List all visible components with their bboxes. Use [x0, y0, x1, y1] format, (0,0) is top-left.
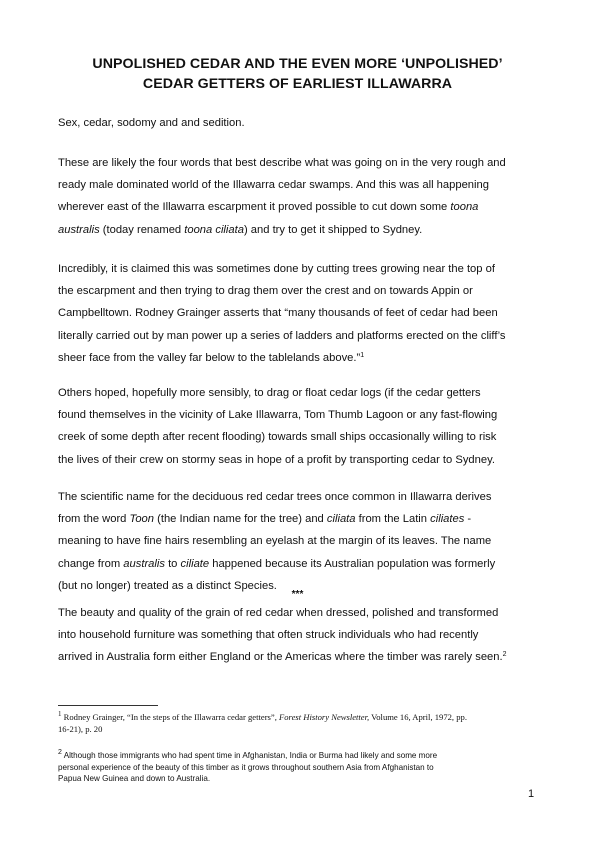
p1-line-1: These are likely the four words that best describe what was going on in the very rough and: [58, 157, 506, 169]
footnote-ref-2[interactable]: 2: [502, 651, 507, 659]
footnote-1-number: 1: [58, 710, 62, 718]
p4-line-1: The scientific name for the deciduous red cedar trees once common in Illawarra derives: [58, 491, 492, 503]
intro-paragraph: [58, 112, 548, 134]
footnote-2-number: 2: [58, 749, 62, 756]
footnote-2: [58, 750, 538, 785]
footnote-1-text: Rodney Grainger, “In the steps of the Illawarra cedar getters”,: [61, 712, 280, 722]
p3-line-2: found themselves in the vicinity of Lake Illawarra, Tom Thumb Lagoon or any fast-flowing: [58, 409, 498, 422]
p4-line-4: [58, 553, 548, 575]
p5-line-2: into household furniture was something that often struck individuals who had recently: [58, 629, 479, 642]
p2-line-5: [58, 347, 548, 369]
p4-italic-term: ciliates: [430, 513, 465, 526]
p4-text: from the word: [58, 513, 130, 526]
p4-text: -: [464, 513, 472, 526]
p4-italic-term: australis: [123, 557, 165, 570]
p1-line-4: [58, 219, 548, 241]
p1-text: ) and try to get it shipped to Sydney.: [243, 223, 423, 236]
footnote-2-line-1: [58, 750, 538, 762]
p4-text: from the Latin: [355, 513, 431, 526]
footnote-1: [58, 712, 538, 735]
p3-line-3: creek of some depth after recent flooding) towards small ships occasionally willing to risk: [58, 431, 497, 444]
footnote-2-line-3: Papua New Guinea and down to Australia.: [58, 774, 211, 784]
p4-line-2: [58, 508, 548, 530]
p4-line-5: (but no longer) treated as a distinct Species.: [58, 579, 277, 592]
p3-line-4: the lives of their crew on stormy seas in hope of a profit by transporting cedar to Sydney.: [58, 453, 495, 466]
p5-line-3: [58, 646, 548, 668]
p2-line-3: Campbelltown. Rodney Grainger asserts that “many thousands of feet of cedar had been: [58, 307, 498, 320]
page-number: 1: [528, 788, 535, 800]
footnote-2-text: Although those immigrants who had spent time in Afghanistan, India or Burma had likely and some more: [61, 751, 438, 760]
p4-italic-term: ciliate: [180, 557, 210, 570]
p1-italic-term: toona: [450, 201, 479, 214]
p5-text: arrived in Australia form either England or the Americas where the timber was rarely seen.: [58, 651, 503, 664]
footnote-1-line-2: 16-21), p. 20: [58, 723, 103, 734]
p4-text: happened because its Australian population was formerly: [209, 557, 496, 570]
title-line-1: UNPOLISHED CEDAR AND THE EVEN MORE ‘UNPOLISHED’: [92, 56, 503, 72]
footnote-ref-1[interactable]: 1: [360, 351, 365, 359]
title-line-2: CEDAR GETTERS OF EARLIEST ILLAWARRA: [142, 76, 453, 92]
section-separator: ***: [291, 589, 304, 600]
paragraph-2: [58, 258, 548, 369]
footnote-divider: [58, 705, 158, 706]
paragraph-3: [58, 382, 548, 471]
p1-line-2: ready male dominated world of the Illawarra cedar swamps. And this was all happening: [58, 179, 489, 192]
intro-line: Sex, cedar, sodomy and and sedition.: [58, 117, 245, 129]
p1-text: (today renamed: [99, 223, 185, 236]
p4-italic-term: Toon: [129, 513, 154, 526]
p2-text: sheer face from the valley far below to the tablelands above.”: [58, 351, 361, 364]
footnote-2-line-2: personal experience of the beauty of this timber as it grows throughout southern Asia from Afghanistan to: [58, 762, 434, 772]
p4-text: change from: [58, 557, 124, 570]
p4-text: to: [164, 557, 181, 570]
document-title: [40, 54, 555, 94]
paragraph-1: [58, 152, 548, 241]
footnote-1-text: Volume 16, April, 1972, pp.: [369, 712, 467, 722]
paragraph-5: [58, 602, 548, 669]
p4-line-3: meaning to have fine hairs resembling an eyelash at the margin of its leaves. The name: [58, 535, 492, 548]
p2-line-1: Incredibly, it is claimed this was sometimes done by cutting trees growing near the top of: [58, 263, 495, 275]
footnote-1-publication: Forest History Newsletter,: [279, 712, 370, 722]
p1-text: wherever east of the Illawarra escarpment it proved possible to cut down some: [58, 201, 451, 214]
p1-line-3: [58, 196, 548, 218]
p3-line-1: Others hoped, hopefully more sensibly, to drag or float cedar logs (if the cedar getters: [58, 387, 481, 399]
p2-line-4: literally carried out by man power up a series of ladders and platforms erected on the cliff’s: [58, 329, 506, 342]
p1-italic-term: toona ciliata: [184, 223, 244, 236]
p2-line-2: the escarpment and then trying to drag them over the crest and on towards Appin or: [58, 285, 473, 298]
p5-line-1: The beauty and quality of the grain of red cedar when dressed, polished and transformed: [58, 607, 499, 619]
footnote-1-line-1: [58, 712, 538, 724]
paragraph-4: [58, 486, 548, 597]
p1-italic-term: australis: [58, 223, 100, 236]
p4-italic-term: ciliata: [326, 513, 356, 526]
p4-text: (the Indian name for the tree) and: [154, 513, 327, 526]
